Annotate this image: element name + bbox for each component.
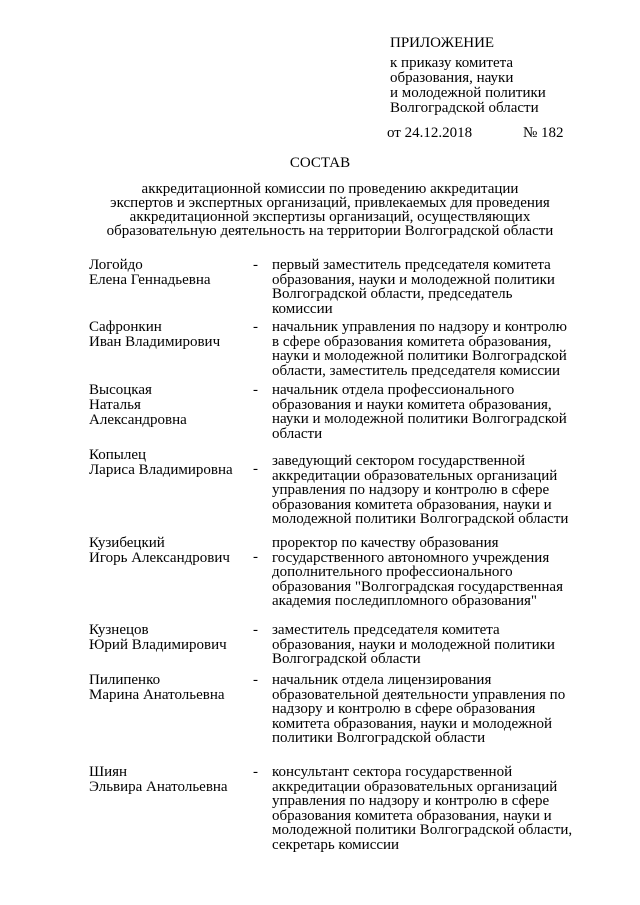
member-role: начальник отдела лицензирования образовательной деятельности управления по надзору и контролю в сфере образования комитета образования, науки и молодежной политики Волгоградской области xyxy=(272,672,566,746)
member-dash: - xyxy=(253,382,258,398)
member-role: заместитель председателя комитета образования, науки и молодежной политики Волгоградской области xyxy=(272,622,555,667)
member-dash: - xyxy=(253,319,258,335)
member-role: начальник отдела профессионального образования и науки комитета образования, науки и молодежной политики Волгоградской области xyxy=(272,382,567,442)
member-role: начальник управления по надзору и контролю в сфере образования комитета образования, науки и молодежной политики Волгоградской области, заместитель председателя комиссии xyxy=(272,319,567,379)
member-dash: - xyxy=(253,622,258,638)
member-role: проректор по качеству образования государственного автономного учреждения дополнительного профессионального образования "Волгоградская государственная академия последипломного образования" xyxy=(272,535,563,609)
document-title: СОСТАВ xyxy=(289,155,351,171)
member-name: Кузнецов Юрий Владимирович xyxy=(89,622,227,653)
appendix-title: ПРИЛОЖЕНИЕ xyxy=(390,35,495,51)
member-dash: - xyxy=(253,461,258,477)
member-role: заведующий сектором государственной аккредитации образовательных организаций управления по надзору и контролю в сфере образования комитета образования, науки и молодежной политики Волгоградской области xyxy=(272,453,569,527)
member-dash: - xyxy=(253,549,258,565)
appendix-description: к приказу комитета образования, науки и молодежной политики Волгоградской области xyxy=(390,55,546,116)
order-date: от 24.12.2018 xyxy=(387,125,473,141)
member-dash: - xyxy=(253,672,258,688)
member-name: Кузибецкий Игорь Александрович xyxy=(89,535,230,566)
member-role: первый заместитель председателя комитета образования, науки и молодежной политики Волгоградской области, председатель комиссии xyxy=(272,257,555,317)
member-dash: - xyxy=(253,257,258,273)
member-name: Шиян Эльвира Анатольевна xyxy=(89,764,228,795)
document-subtitle: аккредитационной комиссии по проведению аккредитации экспертов и экспертных организаций, привлекаемых для проведения аккредитационной экспертизы организаций, осуществляющих образовательную деятельность на территории Волгоградской области xyxy=(106,181,554,239)
order-number: № 182 xyxy=(523,125,564,141)
member-name: Логойдо Елена Геннадьевна xyxy=(89,257,211,288)
member-name: Сафронкин Иван Владимирович xyxy=(89,319,221,350)
member-dash: - xyxy=(253,764,258,780)
member-name: Пилипенко Марина Анатольевна xyxy=(89,672,225,703)
member-name: Высоцкая Наталья Александровна xyxy=(89,382,187,428)
member-role: консультант сектора государственной аккредитации образовательных организаций управления по надзору и контролю в сфере образования комитета образования, науки и молодежной политики Волгоградской области, секретарь комиссии xyxy=(272,764,573,853)
member-name: Копылец Лариса Владимировна xyxy=(89,447,233,478)
